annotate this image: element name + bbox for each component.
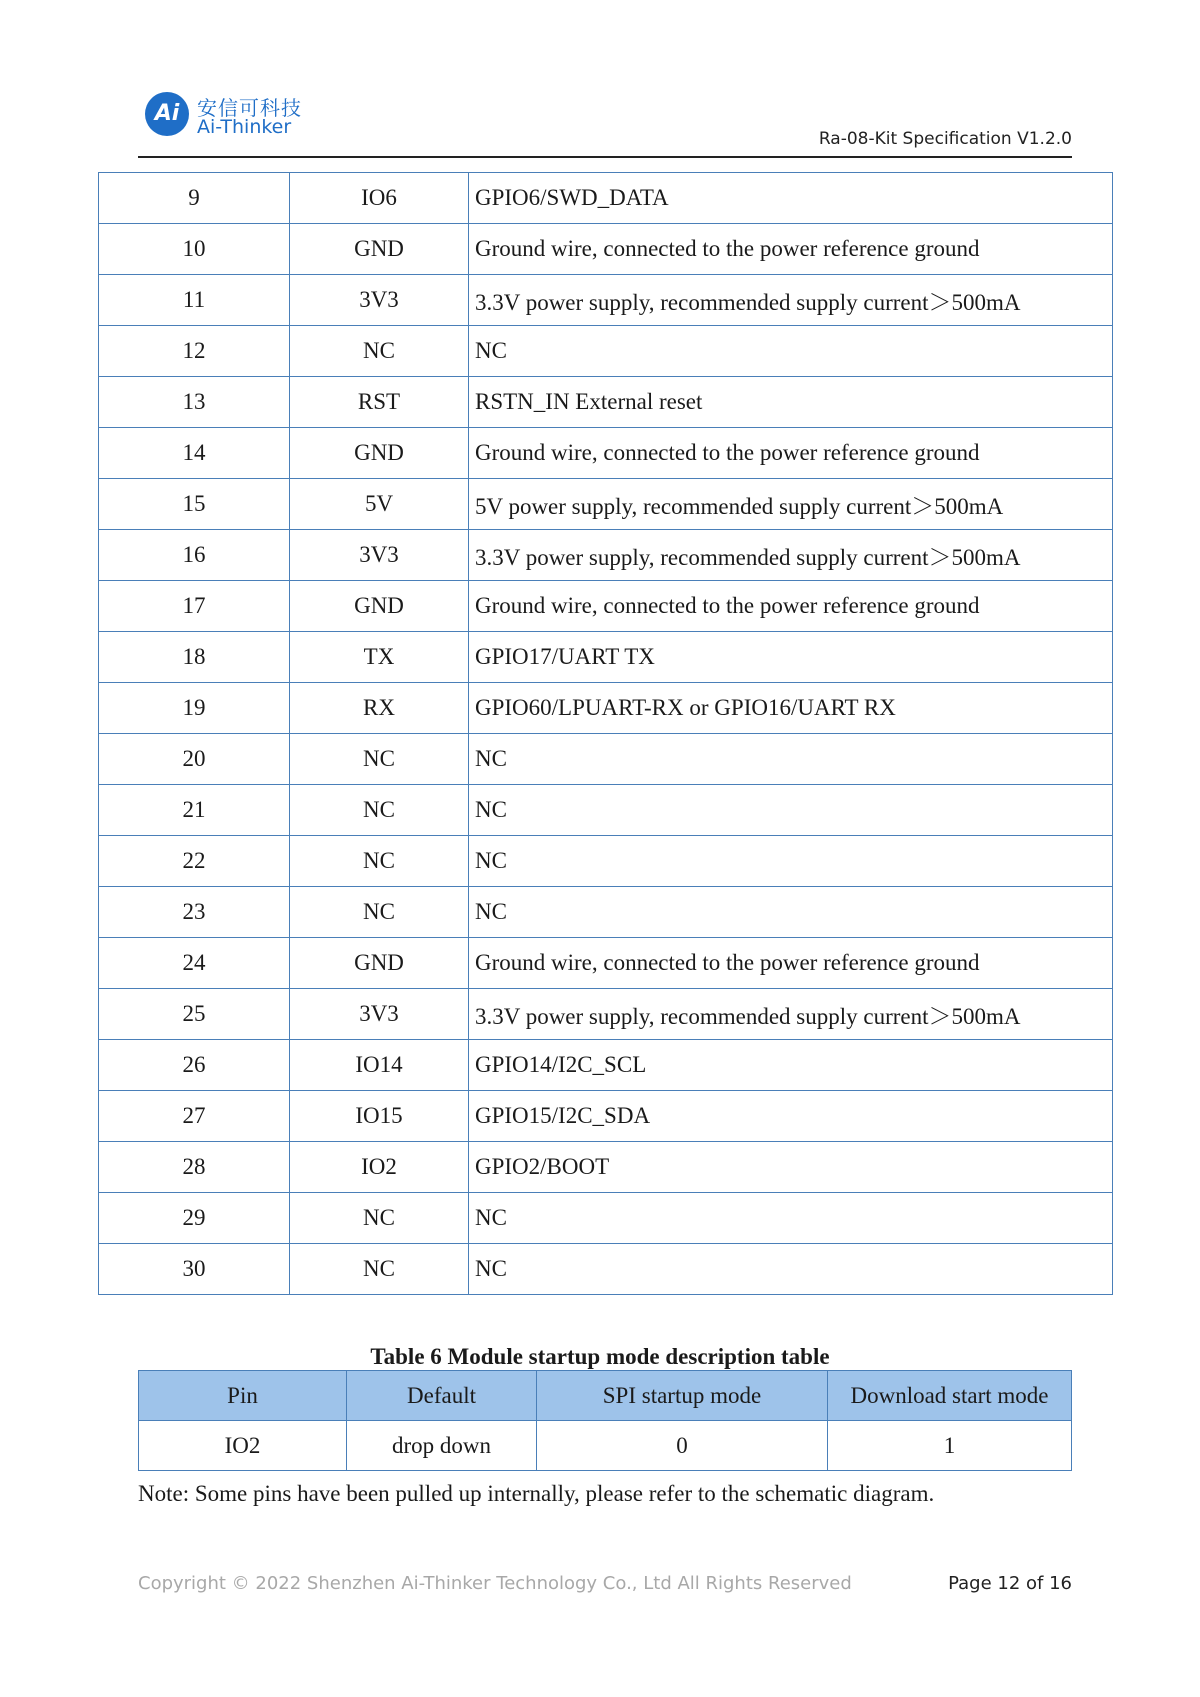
table-row [99,734,1113,785]
table-row [99,275,1113,326]
pin-name-cell: IO15 [290,1091,469,1142]
table-row [99,938,1113,989]
table-row [99,1091,1113,1142]
footer-copyright: Copyright © 2022 Shenzhen Ai-Thinker Technology Co., Ltd All Rights Reserved [138,1573,852,1594]
pin-number-cell: 21 [99,785,290,836]
pin-name-cell: GND [290,428,469,479]
pin-name-cell: GND [290,581,469,632]
logo-english-name: Ai-Thinker [197,116,292,138]
pin-number-cell: 22 [99,836,290,887]
table-cell: 0 [537,1421,828,1471]
table-cell: drop down [347,1421,537,1471]
header-cell: Pin [139,1371,347,1421]
pin-description-cell: Ground wire, connected to the power reference ground [469,428,1113,479]
pin-description-cell: 3.3V power supply, recommended supply current＞500mA [469,275,1113,326]
logo-mark-icon: Ai [145,92,189,136]
pin-name-cell: NC [290,836,469,887]
pin-description-cell: 3.3V power supply, recommended supply current＞500mA [469,989,1113,1040]
header-divider [138,156,1072,158]
pin-name-cell: NC [290,785,469,836]
table-row [99,1142,1113,1193]
pin-description-cell: GPIO17/UART TX [469,632,1113,683]
pin-number-cell: 26 [99,1040,290,1091]
table-row [99,1193,1113,1244]
table-cell: 1 [828,1421,1072,1471]
pin-number-cell: 19 [99,683,290,734]
table-row [99,836,1113,887]
pin-number-cell: 11 [99,275,290,326]
ai-thinker-logo [145,92,315,148]
pin-number-cell: 9 [99,173,290,224]
table-row [99,428,1113,479]
pin-description-cell: GPIO60/LPUART-RX or GPIO16/UART RX [469,683,1113,734]
pin-name-cell: IO14 [290,1040,469,1091]
pin-name-cell: RX [290,683,469,734]
pin-number-cell: 30 [99,1244,290,1295]
pin-description-cell: NC [469,1193,1113,1244]
pin-number-cell: 10 [99,224,290,275]
pin-description-cell: GPIO6/SWD_DATA [469,173,1113,224]
table-row [99,530,1113,581]
note-text: Note: Some pins have been pulled up internally, please refer to the schematic diagram. [138,1481,935,1506]
header-cell: Default [347,1371,537,1421]
pin-number-cell: 23 [99,887,290,938]
pin-description-cell: NC [469,785,1113,836]
page-number: Page 12 of 16 [948,1573,1072,1594]
pin-description-cell: RSTN_IN External reset [469,377,1113,428]
pin-description-cell: NC [469,1244,1113,1295]
pin-description-cell: 5V power supply, recommended supply current＞500mA [469,479,1113,530]
pin-description-cell: NC [469,326,1113,377]
table-row [99,224,1113,275]
table-row [99,785,1113,836]
pin-description-cell: NC [469,734,1113,785]
header-cell: SPI startup mode [537,1371,828,1421]
table-header-row [139,1371,1072,1421]
pin-name-cell: NC [290,1193,469,1244]
pin-name-cell: 3V3 [290,275,469,326]
pin-name-cell: IO2 [290,1142,469,1193]
table-row [99,1244,1113,1295]
pin-description-cell: GPIO2/BOOT [469,1142,1113,1193]
pin-table-body [99,173,1113,1295]
pin-name-cell: IO6 [290,173,469,224]
pin-description-cell: GPIO15/I2C_SDA [469,1091,1113,1142]
table-row [99,377,1113,428]
pin-description-cell: Ground wire, connected to the power reference ground [469,224,1113,275]
pin-name-cell: 3V3 [290,989,469,1040]
pin-description-cell: NC [469,836,1113,887]
pin-name-cell: NC [290,887,469,938]
pin-name-cell: NC [290,1244,469,1295]
pin-number-cell: 15 [99,479,290,530]
startup-mode-table [138,1370,1072,1471]
pin-name-cell: 5V [290,479,469,530]
logo-chinese-name: 安信可科技 [197,96,302,120]
pin-number-cell: 25 [99,989,290,1040]
table-row [99,887,1113,938]
pin-name-cell: NC [290,326,469,377]
pin-number-cell: 18 [99,632,290,683]
table-row [99,326,1113,377]
table-row [99,632,1113,683]
document-title: Ra-08-Kit Specification V1.2.0 [818,129,1072,149]
pin-number-cell: 13 [99,377,290,428]
table-row [139,1421,1072,1471]
pin-number-cell: 16 [99,530,290,581]
pin-number-cell: 24 [99,938,290,989]
pin-number-cell: 29 [99,1193,290,1244]
table-row [99,1040,1113,1091]
pin-definition-table [98,172,1113,1295]
pin-name-cell: NC [290,734,469,785]
table-row [99,989,1113,1040]
pin-description-cell: GPIO14/I2C_SCL [469,1040,1113,1091]
header-cell: Download start mode [828,1371,1072,1421]
pin-number-cell: 20 [99,734,290,785]
pin-number-cell: 28 [99,1142,290,1193]
pin-number-cell: 17 [99,581,290,632]
pin-name-cell: 3V3 [290,530,469,581]
pin-description-cell: Ground wire, connected to the power reference ground [469,581,1113,632]
pin-name-cell: TX [290,632,469,683]
pin-description-cell: 3.3V power supply, recommended supply current＞500mA [469,530,1113,581]
pin-name-cell: GND [290,224,469,275]
table-row [99,173,1113,224]
table-row [99,581,1113,632]
pin-name-cell: RST [290,377,469,428]
pin-name-cell: GND [290,938,469,989]
pin-number-cell: 12 [99,326,290,377]
table-row [99,479,1113,530]
table-row [99,683,1113,734]
pin-number-cell: 27 [99,1091,290,1142]
pin-description-cell: NC [469,887,1113,938]
pin-number-cell: 14 [99,428,290,479]
table-cell: IO2 [139,1421,347,1471]
pin-description-cell: Ground wire, connected to the power reference ground [469,938,1113,989]
table-caption: Table 6 Module startup mode description table [370,1344,830,1369]
